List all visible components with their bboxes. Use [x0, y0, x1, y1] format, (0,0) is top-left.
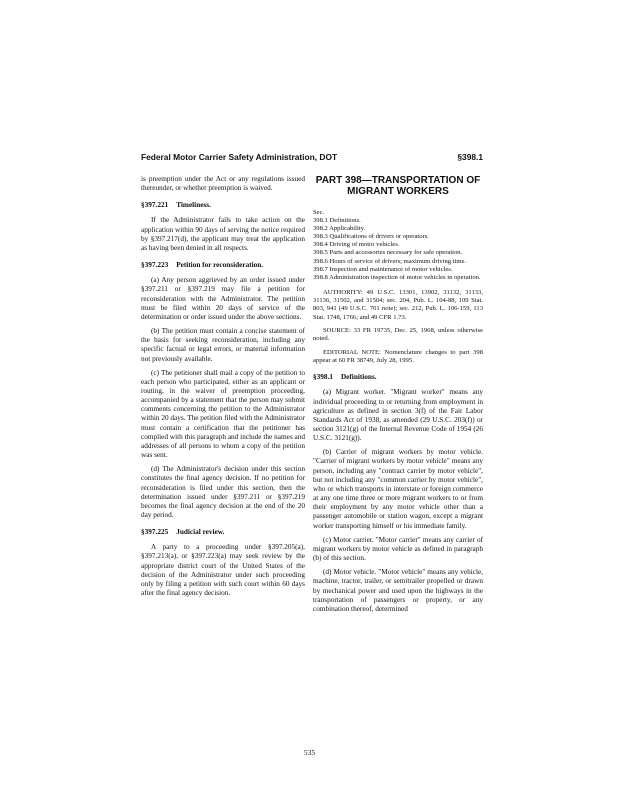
toc-item: 398.3 Qualifications of drivers or operators. — [313, 233, 429, 241]
toc-item: 398.2 Applicability. — [313, 225, 366, 233]
section-number: §398.1 — [313, 373, 333, 382]
section-title: Timeliness. — [176, 201, 211, 210]
source-note: SOURCE: 33 FR 19735, Dec. 25, 1968, unless otherwise noted. — [313, 327, 483, 343]
paragraph: (b) The petition must contain a concise statement of the basis for seeking reconsideration, including any specific factual or legal errors, or material information not previously available. — [141, 327, 305, 363]
authority-note: AUTHORITY: 49 U.S.C. 13301, 13902, 31132, 31133, 31136, 31502, and 31504; sec. 204, Pub. L. 104-88, 109 Stat. 803, 941 (49 U.S.C. 701 note); sec. 212, Pub. L. 106-159, 113 Stat. 1748, 1766; and 49 CFR 1.73. — [313, 288, 483, 321]
right-column — [313, 175, 483, 619]
section-heading-397-223 — [141, 261, 305, 270]
section-heading-398-1 — [313, 373, 483, 382]
editorial-note: EDITORIAL NOTE: Nomenclature changes to part 398 appear at 60 FR 38749, July 28, 1995. — [313, 348, 483, 364]
paragraph: is preemption under the Act or any regulations issued thereunder, or whether preemption is waived. — [141, 175, 305, 193]
section-heading-397-221 — [141, 201, 305, 210]
toc-item: 398.8 Administration inspection of motor vehicles in operation. — [313, 273, 481, 281]
section-number: §397.223 — [141, 261, 169, 270]
section-heading-397-225 — [141, 528, 305, 537]
header-agency: Federal Motor Carrier Safety Administration, DOT — [141, 152, 338, 162]
paragraph: A party to a proceeding under §397.205(a), §397.213(a), or §397.223(a) may seek review by the appropriate district court of the United States of the decision of the Administrator under such proceeding only by filing a petition with such court within 60 days after the final agency decision. — [141, 543, 305, 598]
toc-label: Sec. — [313, 209, 325, 216]
page-number: 535 — [303, 748, 316, 757]
header-section: §398.1 — [457, 152, 483, 162]
table-of-contents — [313, 209, 483, 282]
running-header — [141, 152, 483, 166]
paragraph: (c) The petitioner shall mail a copy of the petition to each person who participated, either as an applicant or routing, in the waiver of preemption proceeding, accompanied by a statement that the person may submit comments concerning the petition to the Administrator within 20 days. The petition filed with the Administrator must contain a certification that the petitioner has complied with this paragraph and include the names and addresses of all persons to whom a copy of the petition was sent. — [141, 368, 305, 460]
definition-paragraph: (b) Carrier of migrant workers by motor vehicle. "Carrier of migrant workers by motor vehicle" means any person, including any "contract carrier by motor vehicle", but not including any "common carrier by motor vehicle", who or which transports in interstate or foreign commerce at any one time three or more migrant workers to or from their employment by any motor vehicle other than a passenger automobile or station wagon, except a migrant worker transporting himself or his immediate family. — [313, 448, 483, 530]
toc-item: 398.5 Parts and accessories necessary for safe operation. — [313, 249, 463, 257]
section-title: Petition for reconsideration. — [176, 261, 264, 270]
paragraph: (a) Any person aggrieved by an order issued under §397.211 or §397.219 may file a petition for reconsideration with the Administrator. The petition must be filed within 20 days of service of the determination or order issued under the above sections. — [141, 276, 305, 321]
toc-item: 398.4 Driving of motor vehicles. — [313, 241, 400, 249]
section-title: Definitions. — [340, 373, 377, 382]
part-title: PART 398—TRANSPORTATION OF MIGRANT WORKERS — [315, 175, 481, 197]
definition-paragraph: (a) Migrant worker. "Migrant worker" means any individual proceeding to or returning from employment in agriculture as defined in section 3(f) of the Fair Labor Standards Act of 1938, as amended (29 U.S.C. 203(f)) or section 3121(g) of the Internal Revenue Code of 1954 (26 U.S.C. 3121(g)). — [313, 388, 483, 443]
section-number: §397.221 — [141, 201, 169, 210]
section-number: §397.225 — [141, 528, 169, 537]
left-column — [141, 175, 305, 603]
section-title: Judicial review. — [176, 528, 225, 537]
toc-item: 398.6 Hours of service of drivers; maximum driving time. — [313, 257, 467, 265]
definition-paragraph: (c) Motor carrier. "Motor carrier" means any carrier of migrant workers by motor vehicle as defined in paragraph (b) of this section. — [313, 535, 483, 563]
toc-item: 398.7 Inspection and maintenance of motor vehicles. — [313, 265, 453, 273]
definition-paragraph: (d) Motor vehicle. "Motor vehicle" means any vehicle, machine, tractor, trailer, or semitrailer propelled or drawn by mechanical power and used upon the highways in the transportation of passengers or property, or any combination thereof, determined — [313, 568, 483, 613]
toc-item: 398.1 Definitions. — [313, 217, 361, 225]
paragraph: If the Administrator fails to take action on the application within 90 days of serving the notice required by §397.217(d), the applicant may treat the application as having been denied in all respects. — [141, 216, 305, 252]
paragraph: (d) The Administrator's decision under this section constitutes the final agency decision. If no petition for reconsideration is filed under this section, then the determination issued under §397.211 or §397.219 becomes the final agency decision at the end of the 20 day period. — [141, 465, 305, 519]
